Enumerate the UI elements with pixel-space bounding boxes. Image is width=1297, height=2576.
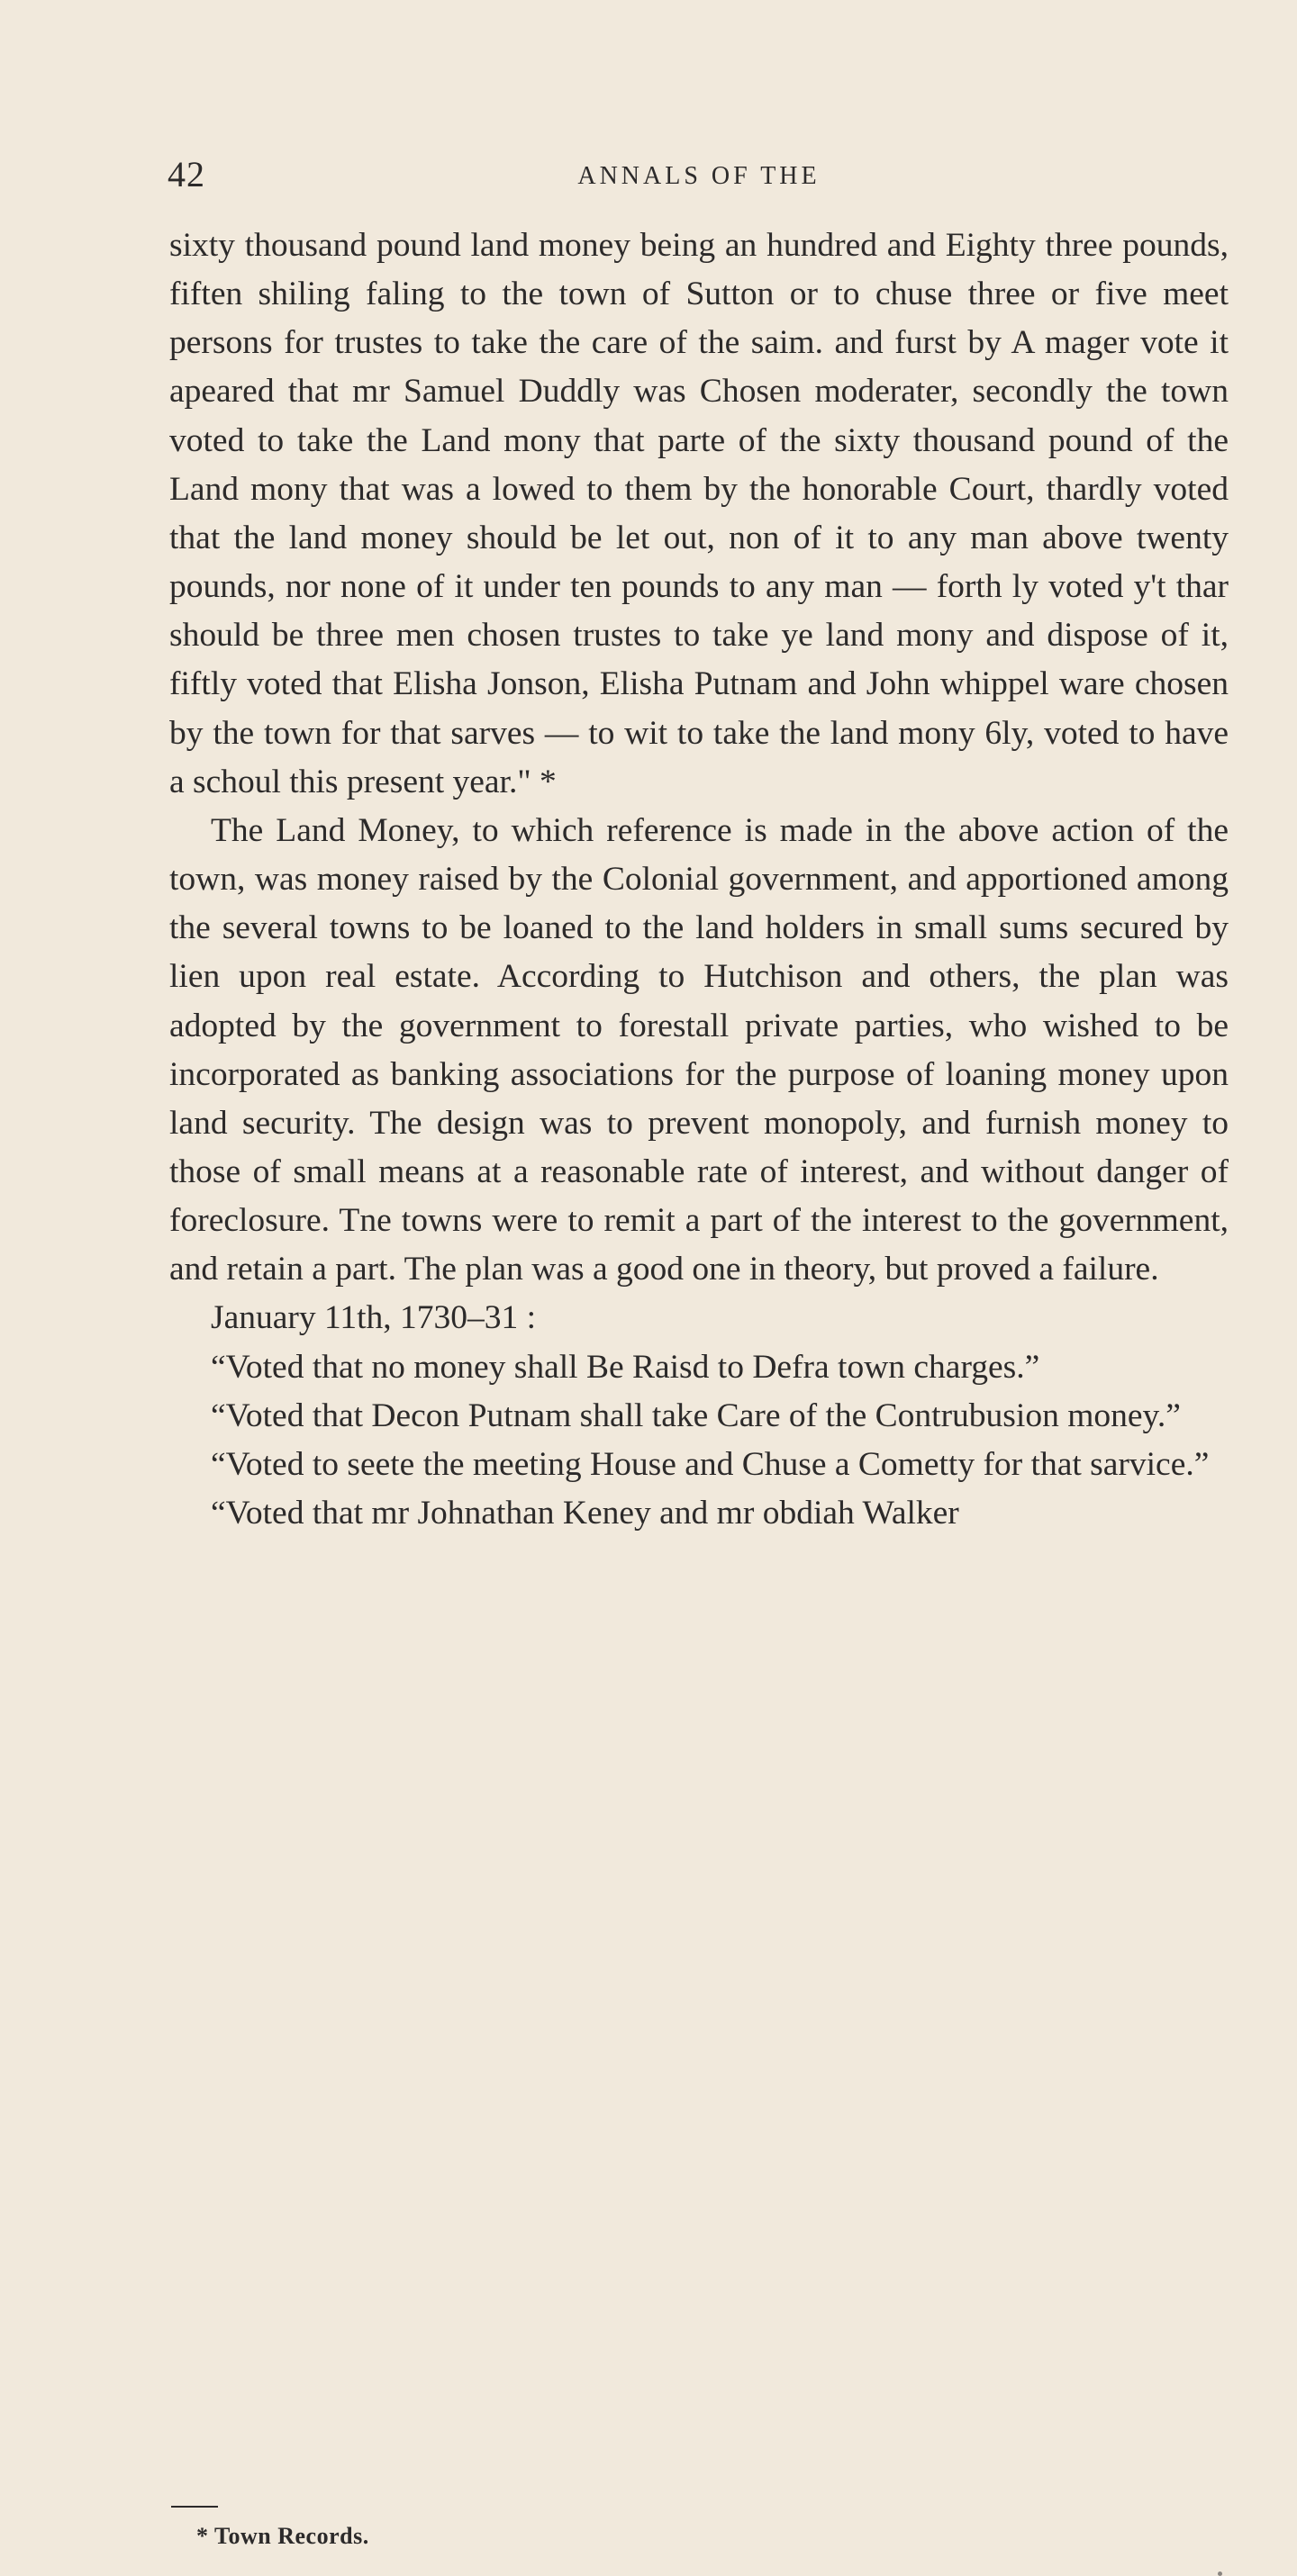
paragraph-vote-meeting-house: “Voted to seete the meeting House and Chuse a Cometty for that sarvice.”	[211, 1445, 1210, 1483]
paragraph-vote-charges: “Voted that no money shall Be Raisd to Defra town charges.”	[211, 1348, 1040, 1386]
paragraph-vote-contribution: “Voted that Decon Putnam shall take Care of the Contrubusion money.”	[211, 1396, 1181, 1434]
paragraph-town-vote: sixty thousand pound land money being an hundred and Eighty three pounds, fiften shiling faling to the town of Sutton or to chuse three or five meet persons for trustes to take the care of the saim. and furst by A mager vote it apeared that mr Samuel Duddly was Chosen moderater, secondly the town voted to take the Land mony that parte of the sixty thousand pound of the Land mony that was a lowed to them by the honorable Court, thardly voted that the land money should be let out, non of it to any man above twenty pounds, nor none of it under ten pounds to any man — forth ly voted y't thar should be three men chosen trustes to take ye land mony and dispose of it, fiftly voted that Elisha Jonson, Elisha Putnam and John whippel ware chosen by the town for that sarves — to wit to take the land mony 6ly, voted to have a schoul this present year." *	[169, 227, 1229, 800]
page-header	[168, 153, 1230, 198]
paragraph-vote-keney-walker: “Voted that mr Johnathan Keney and mr obdiah Walker	[211, 1495, 959, 1532]
paper-speck	[1218, 2571, 1222, 2576]
footnote-divider	[171, 2506, 218, 2508]
page-number: 42	[168, 154, 205, 194]
paragraph-date: January 11th, 1730–31 :	[211, 1299, 537, 1337]
footnote: * Town Records.	[196, 2523, 369, 2549]
body-text	[169, 221, 1229, 1538]
running-head: ANNALS OF THE	[577, 162, 821, 190]
paragraph-land-money: The Land Money, to which reference is made in the above action of the town, was money raised by the Colonial government, and apportioned among the several towns to be loaned to the land holders in small sums secured by lien upon real estate. According to Hutchison and others, the plan was adopted by the government to forestall private parties, who wished to be incorporated as banking associations for the purpose of loaning money upon land security. The design was to prevent monopoly, and furnish money to those of small means at a reasonable rate of interest, and without danger of foreclosure. Tne towns were to remit a part of the interest to the government, and retain a part. The plan was a good one in theory, but proved a failure.	[169, 811, 1229, 1288]
